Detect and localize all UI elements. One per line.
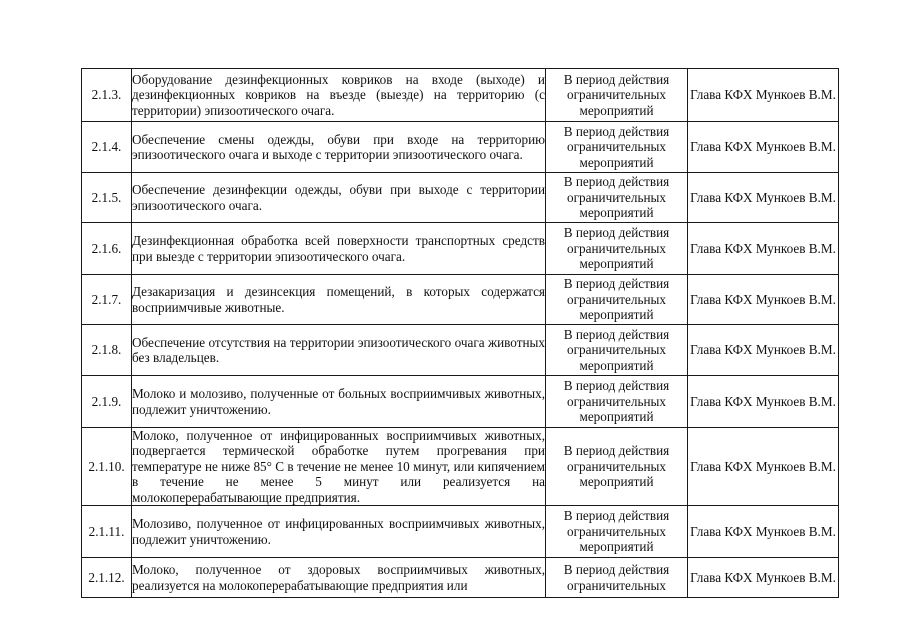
measure-description [132, 275, 546, 325]
measure-term [546, 69, 688, 122]
table-row [82, 376, 839, 428]
measure-term-text: В период действия ограничительных [563, 562, 670, 593]
table-row [82, 173, 839, 223]
item-number [82, 173, 132, 223]
responsible-person [688, 558, 839, 598]
item-number [82, 376, 132, 428]
measure-description-text: Дезакаризация и дезинсекция помещений, в которых содержатся восприимчивые животные. [132, 284, 545, 315]
measure-description [132, 506, 546, 558]
measure-description-text: Оборудование дезинфекционных ковриков на входе (выходе) и дезинфекционных ковриков на въезде (выезде) на территорию (с территории) эпизоотического очага. [132, 71, 545, 118]
responsible-person-text: Глава КФХ Мункоев В.М. [690, 240, 836, 256]
responsible-person [688, 223, 839, 275]
responsible-person [688, 428, 839, 506]
item-number [82, 223, 132, 275]
item-number-text: 2.1.9. [91, 393, 122, 409]
measure-term [546, 428, 688, 506]
item-number-text: 2.1.6. [91, 240, 122, 256]
measure-term [546, 173, 688, 223]
responsible-person [688, 275, 839, 325]
responsible-person [688, 376, 839, 428]
table-row [82, 223, 839, 275]
table-row [82, 69, 839, 122]
measures-table [81, 68, 839, 598]
measure-term [546, 558, 688, 598]
responsible-person-text: Глава КФХ Мункоев В.М. [690, 139, 836, 155]
table-row [82, 558, 839, 598]
table-row [82, 275, 839, 325]
measure-term [546, 223, 688, 275]
measure-term [546, 325, 688, 376]
responsible-person [688, 173, 839, 223]
responsible-person [688, 122, 839, 173]
measure-term-text: В период действия ограничительных мероприятий [563, 174, 670, 221]
measure-term [546, 122, 688, 173]
item-number [82, 275, 132, 325]
item-number [82, 122, 132, 173]
measure-description-text: Обеспечение дезинфекции одежды, обуви при выходе с территории эпизоотического очага. [132, 182, 545, 213]
measure-description [132, 223, 546, 275]
measure-description-text: Молоко, полученное от здоровых восприимчивых животных, реализуется на молокоперерабатывающие предприятия или [132, 562, 545, 593]
measure-description [132, 325, 546, 376]
item-number-text: 2.1.3. [91, 87, 122, 103]
item-number [82, 506, 132, 558]
responsible-person-text: Глава КФХ Мункоев В.М. [690, 342, 836, 358]
table-row [82, 428, 839, 506]
responsible-person-text: Глава КФХ Мункоев В.М. [690, 458, 836, 474]
measure-description [132, 122, 546, 173]
measure-term-text: В период действия ограничительных мероприятий [563, 123, 670, 170]
responsible-person-text: Глава КФХ Мункоев В.М. [690, 87, 836, 103]
responsible-person-text: Глава КФХ Мункоев В.М. [690, 393, 836, 409]
measure-description-text: Молоко и молозиво, полученные от больных восприимчивых животных, подлежит уничтожению. [132, 386, 545, 417]
table-row [82, 122, 839, 173]
measure-description [132, 428, 546, 506]
item-number [82, 558, 132, 598]
measure-description [132, 69, 546, 122]
measure-description-text: Обеспечение смены одежды, обуви при входе на территорию эпизоотического очага и выходе с территории эпизоотического очага. [132, 131, 545, 162]
item-number [82, 325, 132, 376]
measure-term-text: В период действия ограничительных мероприятий [563, 71, 670, 118]
item-number-text: 2.1.12. [88, 569, 125, 585]
measure-description [132, 558, 546, 598]
measure-term-text: В период действия ограничительных мероприятий [563, 378, 670, 425]
measure-description [132, 376, 546, 428]
measure-description-text: Молозиво, полученное от инфицированных восприимчивых животных, подлежит уничтожению. [132, 516, 545, 547]
responsible-person [688, 69, 839, 122]
measure-description-text: Дезинфекционная обработка всей поверхности транспортных средств при выезде с территории эпизоотического очага. [132, 233, 545, 264]
measure-term-text: В период действия ограничительных мероприятий [563, 276, 670, 323]
item-number [82, 69, 132, 122]
item-number-text: 2.1.11. [88, 523, 125, 539]
responsible-person [688, 506, 839, 558]
measure-term-text: В период действия ограничительных мероприятий [563, 508, 670, 555]
measures-table-body [82, 69, 839, 598]
table-row [82, 506, 839, 558]
item-number-text: 2.1.8. [91, 342, 122, 358]
item-number-text: 2.1.10. [88, 458, 125, 474]
measure-term [546, 506, 688, 558]
item-number [82, 428, 132, 506]
measure-term-text: В период действия ограничительных мероприятий [563, 326, 670, 373]
measure-description-text: Молоко, полученное от инфицированных восприимчивых животных, подвергается термической обработке путем прогревания при температуре не ниже 85° С в течение не менее 10 минут, или кипячением в течение не менее 5 минут или реализуется на молокоперерабатывающие предприятия. [132, 428, 545, 505]
item-number-text: 2.1.5. [91, 189, 122, 205]
measure-term-text: В период действия ограничительных мероприятий [563, 225, 670, 272]
measure-term [546, 376, 688, 428]
responsible-person-text: Глава КФХ Мункоев В.М. [690, 291, 836, 307]
measure-description [132, 173, 546, 223]
responsible-person-text: Глава КФХ Мункоев В.М. [690, 569, 836, 585]
responsible-person [688, 325, 839, 376]
responsible-person-text: Глава КФХ Мункоев В.М. [690, 189, 836, 205]
measure-description-text: Обеспечение отсутствия на территории эпизоотического очага животных без владельцев. [132, 334, 545, 365]
measure-term [546, 275, 688, 325]
item-number-text: 2.1.4. [91, 139, 122, 155]
measure-term-text: В период действия ограничительных мероприятий [563, 443, 670, 490]
table-row [82, 325, 839, 376]
item-number-text: 2.1.7. [91, 291, 122, 307]
responsible-person-text: Глава КФХ Мункоев В.М. [690, 523, 836, 539]
